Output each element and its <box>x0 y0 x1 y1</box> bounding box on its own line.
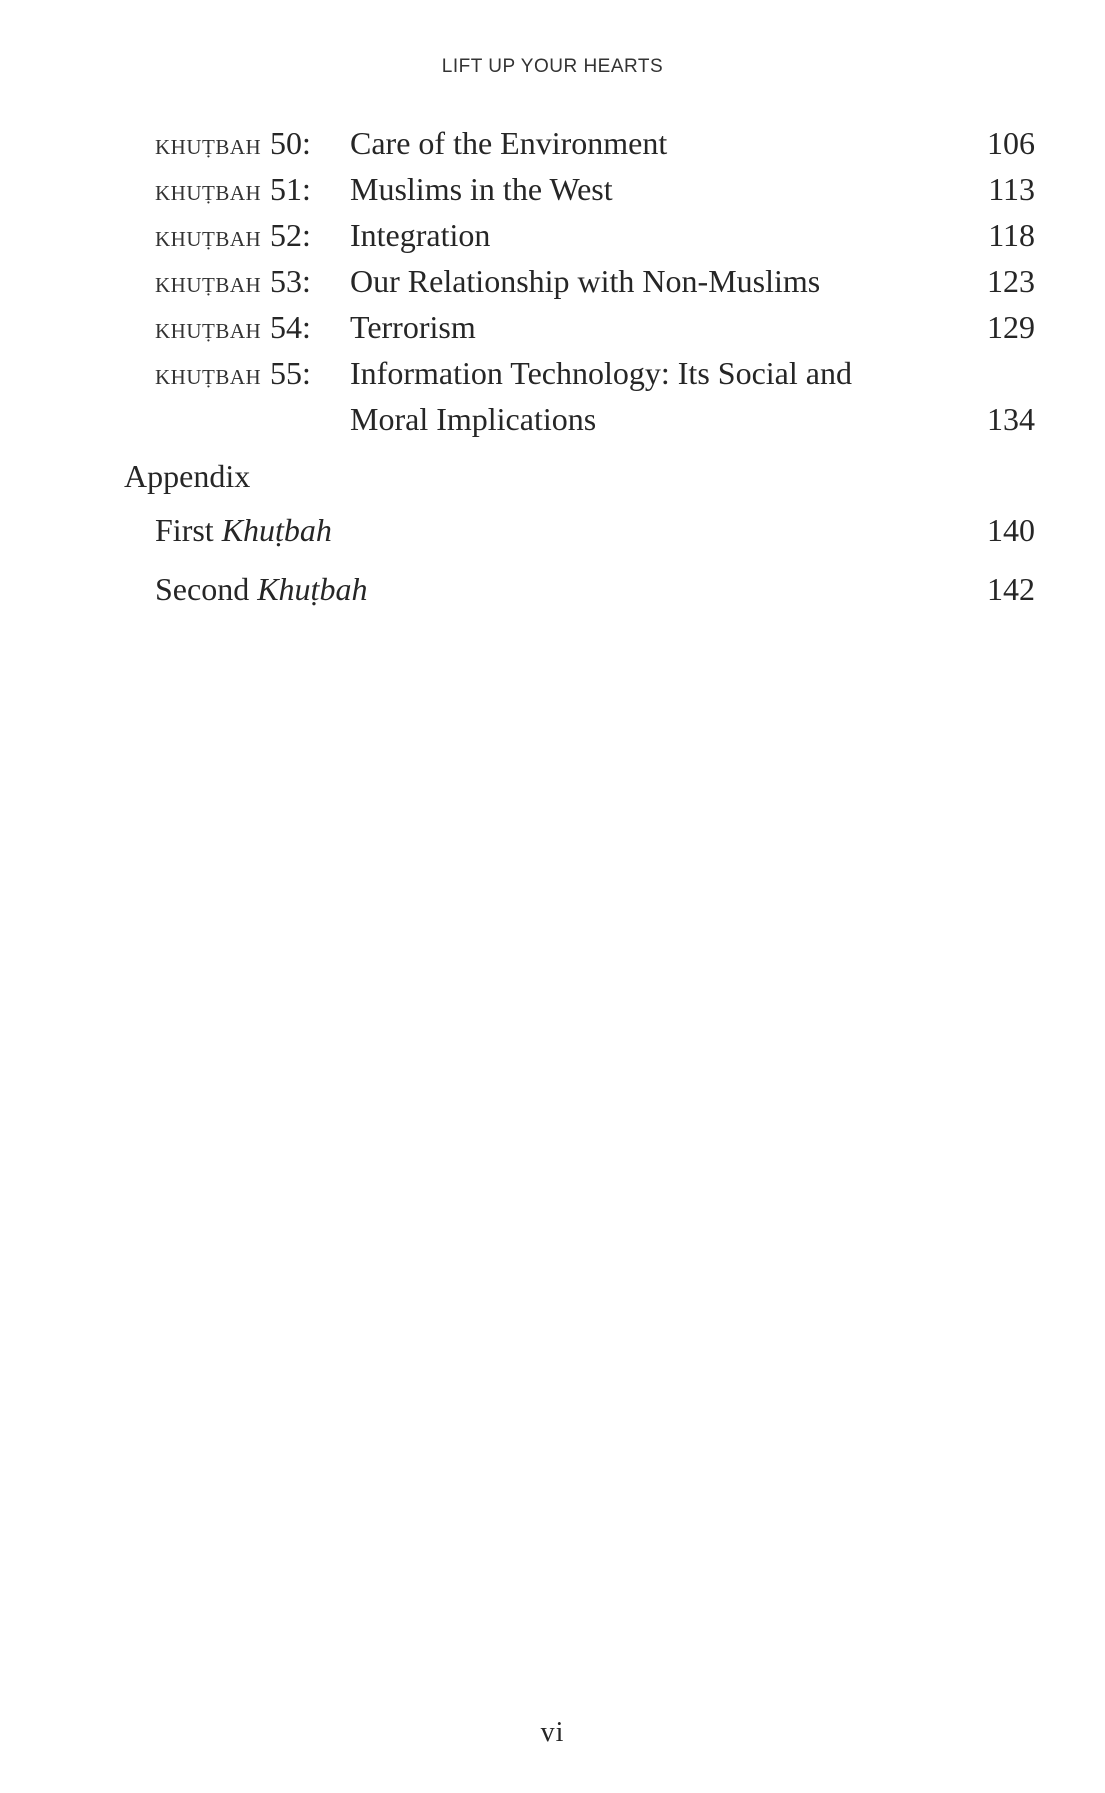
page-number: 134 <box>987 401 1035 437</box>
running-head: LIFT UP YOUR HEARTS <box>441 56 664 77</box>
page-number: 113 <box>988 171 1035 207</box>
appendix-list <box>155 512 1035 630</box>
khutbah-label: KHUṬBAH <box>155 181 262 205</box>
toc-entry-55-continued <box>155 398 1035 440</box>
entry-title-line-2: Moral Implications <box>350 401 597 437</box>
entry-title: Our Relationship with Non-Muslims <box>350 263 821 299</box>
khutbah-label: KHUṬBAH <box>155 319 262 343</box>
appendix-entry-title <box>155 571 965 608</box>
khutbah-label: KHUṬBAH <box>155 365 262 389</box>
khutbah-number: 53: <box>270 263 311 299</box>
toc-entry-54 <box>155 306 1035 352</box>
khutbah-label: KHUṬBAH <box>155 273 262 297</box>
page-number: 118 <box>988 217 1035 253</box>
appendix-prefix: Second <box>155 571 250 607</box>
khutbah-number: 54: <box>270 309 311 345</box>
appendix-entry-title <box>155 512 965 549</box>
khutbah-number: 52: <box>270 217 311 253</box>
appendix-prefix: First <box>155 512 214 548</box>
page-number: 129 <box>987 309 1035 345</box>
toc-entry-55 <box>155 352 1035 398</box>
table-of-contents <box>155 122 1035 440</box>
toc-entry-52 <box>155 214 1035 260</box>
khutbah-number: 55: <box>270 355 311 391</box>
page-number: 123 <box>987 263 1035 299</box>
appendix-entry-second <box>155 571 1035 630</box>
khutbah-label: KHUṬBAH <box>155 135 262 159</box>
toc-entry-51 <box>155 168 1035 214</box>
khutbah-number: 50: <box>270 125 311 161</box>
appendix-italic-term: Khuṭbah <box>257 571 368 607</box>
appendix-heading: Appendix <box>124 458 251 494</box>
entry-title: Muslims in the West <box>350 171 613 207</box>
entry-title: Terrorism <box>350 309 476 345</box>
page-number: 140 <box>987 512 1035 548</box>
toc-entry-50 <box>155 122 1035 168</box>
appendix-italic-term: Khuṭbah <box>221 512 332 548</box>
page-number: 106 <box>987 125 1035 161</box>
entry-title: Integration <box>350 217 491 253</box>
page-number: 142 <box>987 571 1035 607</box>
folio-page-number: vi <box>540 1717 565 1748</box>
appendix-entry-first <box>155 512 1035 571</box>
khutbah-label: KHUṬBAH <box>155 227 262 251</box>
toc-entry-53 <box>155 260 1035 306</box>
entry-title: Care of the Environment <box>350 125 668 161</box>
entry-title-line-1: Information Technology: Its Social and <box>350 355 852 391</box>
khutbah-number: 51: <box>270 171 311 207</box>
